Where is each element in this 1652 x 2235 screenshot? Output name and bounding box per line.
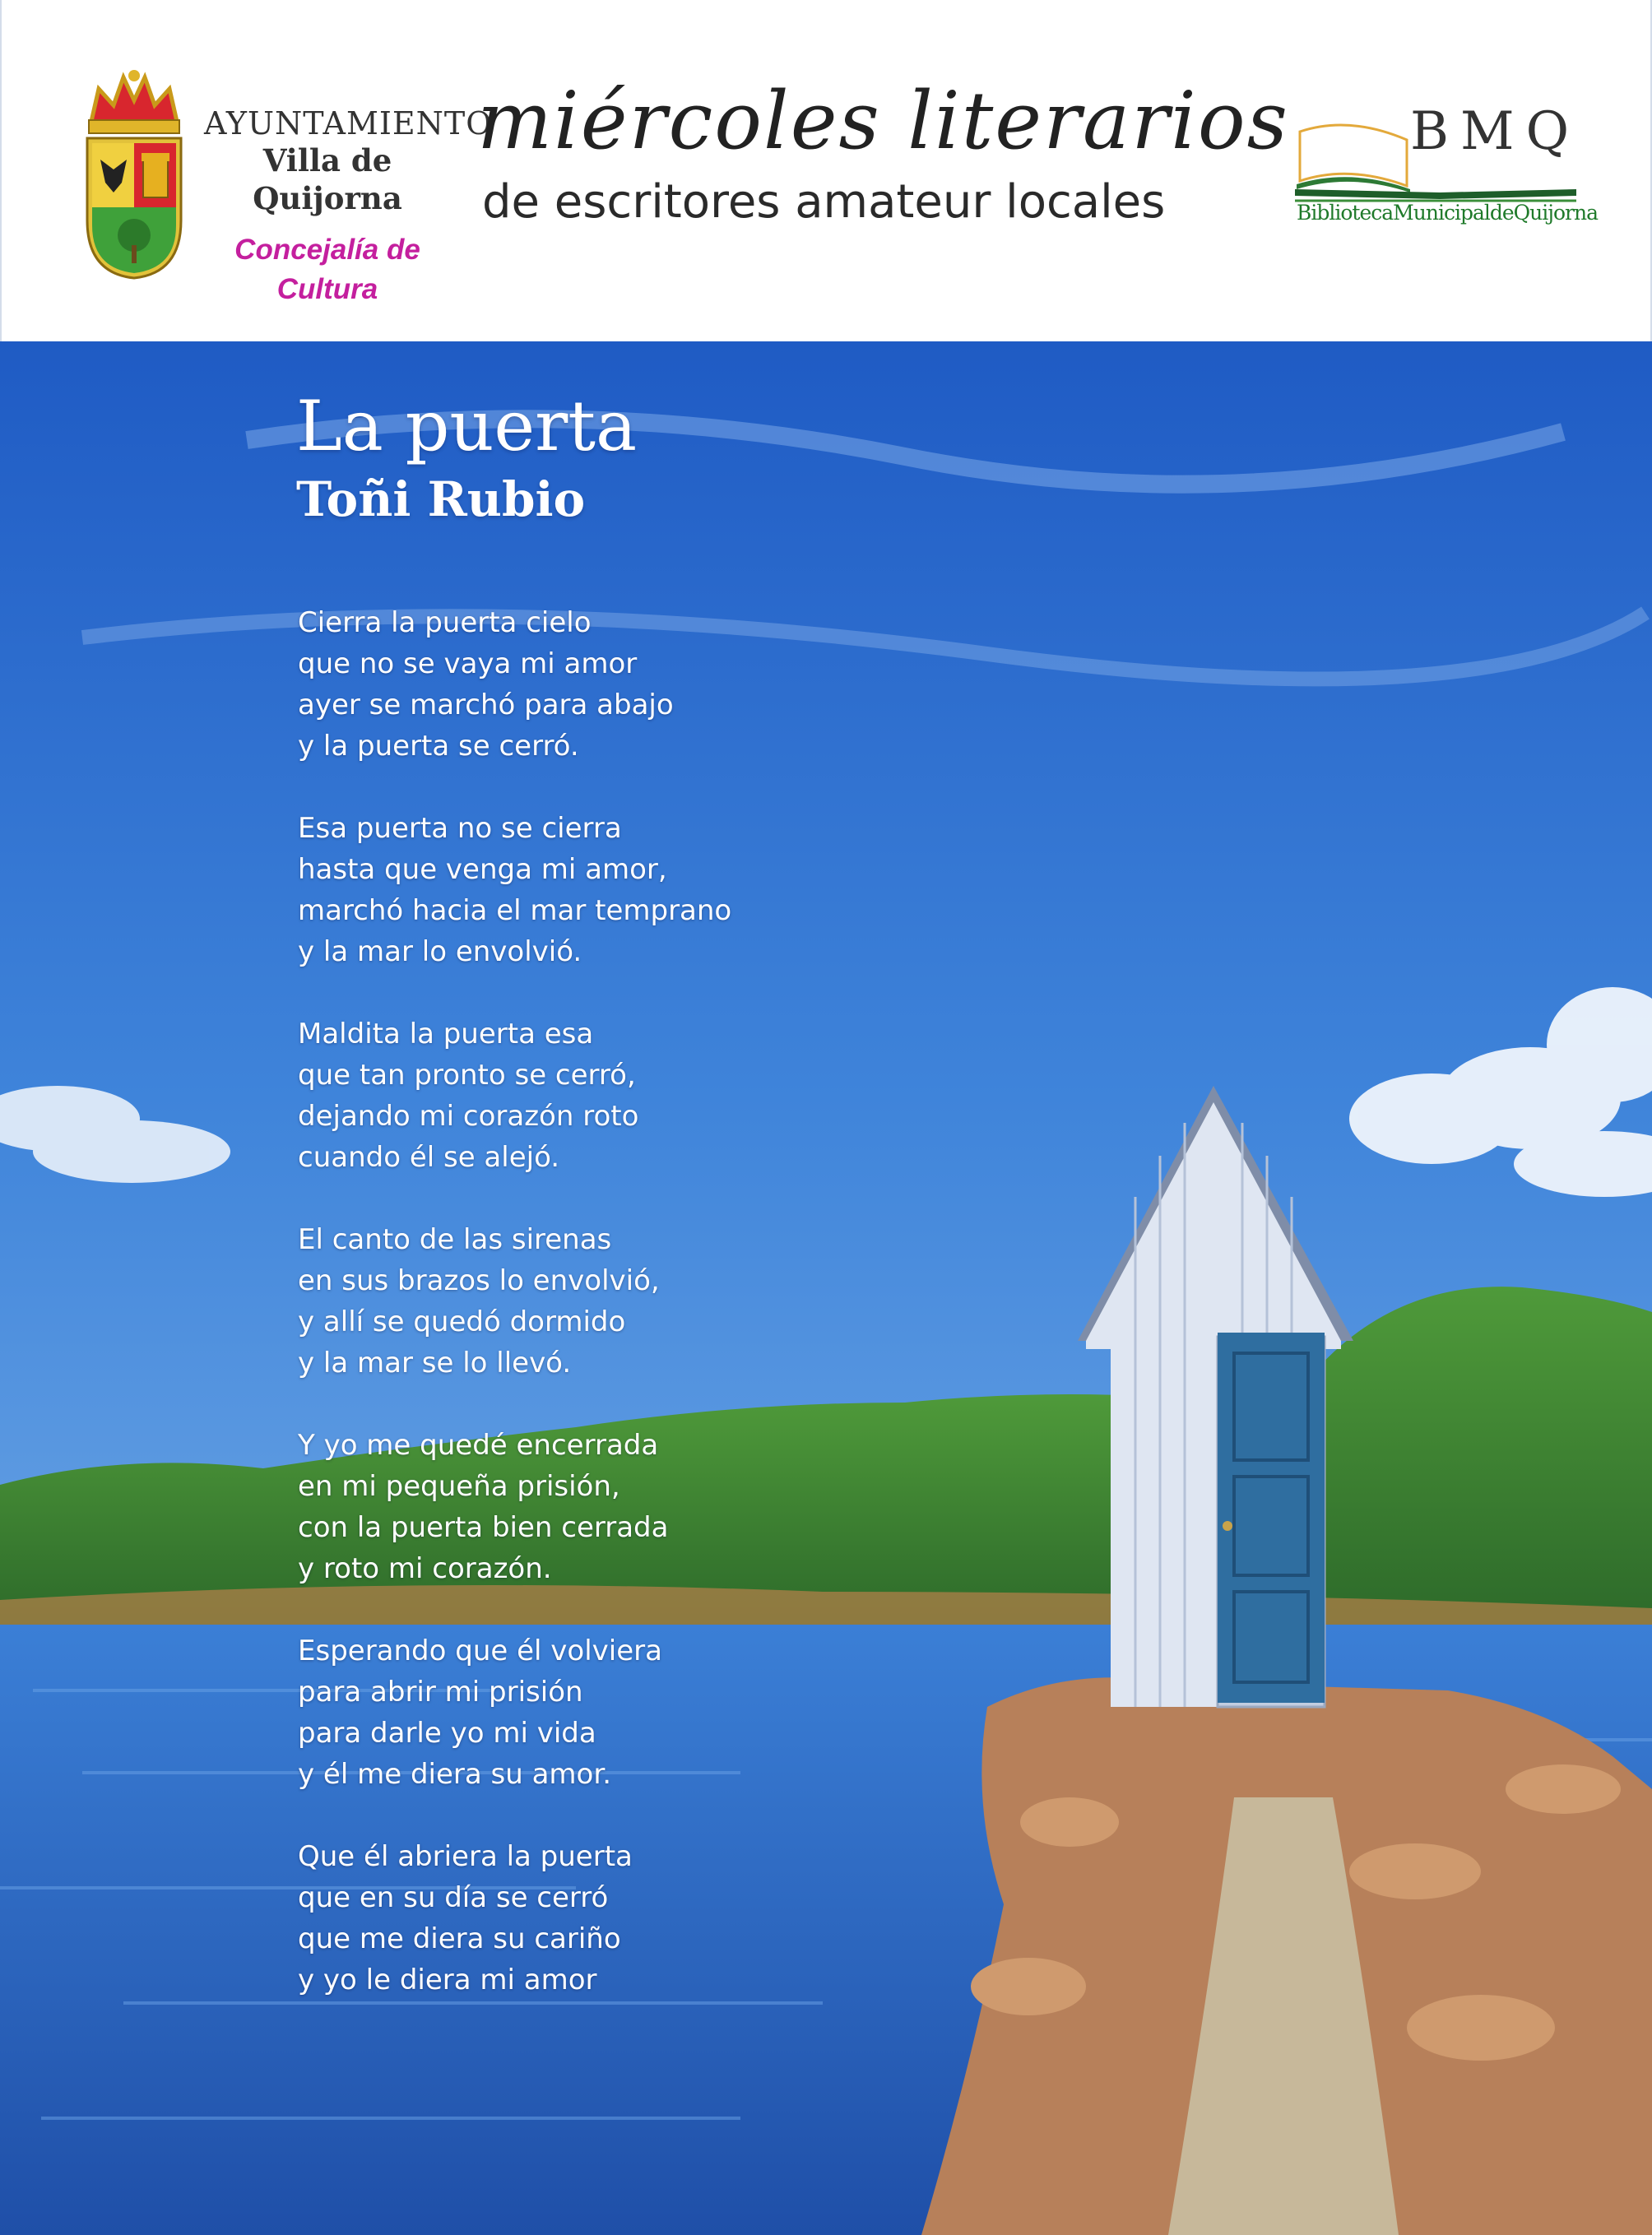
stanza xyxy=(298,1425,1038,1589)
poem-line: que tan pronto se cerró, xyxy=(298,1059,636,1092)
poem-line: y él me diera su amor. xyxy=(298,1758,612,1791)
poem-line: Maldita la puerta esa xyxy=(298,1018,594,1050)
header-banner xyxy=(0,0,1652,341)
department-line-2: Cultura xyxy=(276,273,378,305)
event-title: miércoles literarios xyxy=(477,75,1289,167)
poem-line: en sus brazos lo envolvió, xyxy=(298,1264,660,1297)
poem-line: con la puerta bien cerrada xyxy=(298,1511,669,1544)
poem-line: Cierra la puerta cielo xyxy=(298,606,592,639)
council-name: AYUNTAMIENTO xyxy=(204,105,493,141)
poem-line: en mi pequeña prisión, xyxy=(298,1470,620,1503)
poem-line: marchó hacia el mar temprano xyxy=(298,894,732,927)
stanza xyxy=(298,1013,1038,1178)
village-name: Villa de Quijorna xyxy=(253,142,402,216)
poem-line: Esperando que él volviera xyxy=(298,1635,662,1667)
poem-body xyxy=(298,602,1038,2042)
poem-line: que me diera su cariño xyxy=(298,1922,621,1955)
poem-line: y la puerta se cerró. xyxy=(298,730,579,763)
library-name: BibliotecaMunicipaldeQuijorna xyxy=(1297,201,1599,225)
poem-line: El canto de las sirenas xyxy=(298,1223,612,1256)
poem-author: Toñi Rubio xyxy=(296,471,586,527)
event-subtitle: de escritores amateur locales xyxy=(482,175,1166,229)
library-initials: BMQ xyxy=(1410,101,1581,162)
poem-line: Y yo me quedé encerrada xyxy=(298,1429,659,1462)
stanza xyxy=(298,1836,1038,2001)
poem-line: y la mar lo envolvió. xyxy=(298,935,582,968)
poem-line: para abrir mi prisión xyxy=(298,1676,583,1709)
poem-line: cuando él se alejó. xyxy=(298,1141,560,1174)
poem-line: y yo le diera mi amor xyxy=(298,1964,597,1996)
poem-line: y allí se quedó dormido xyxy=(298,1305,626,1338)
stanza xyxy=(298,602,1038,767)
department-line-1: Concejalía de xyxy=(234,234,420,266)
poem-line: dejando mi corazón roto xyxy=(298,1100,639,1133)
council-block xyxy=(204,105,493,309)
poem-line: ayer se marchó para abajo xyxy=(298,689,674,721)
poem-line: Esa puerta no se cierra xyxy=(298,812,622,845)
stanza xyxy=(298,1630,1038,1795)
poem-line: hasta que venga mi amor, xyxy=(298,853,667,886)
poem-line: para darle yo mi vida xyxy=(298,1717,596,1750)
poem-line: y la mar se lo llevó. xyxy=(298,1347,572,1379)
poem-title: La puerta xyxy=(296,386,638,466)
poem-line: que en su día se cerró xyxy=(298,1881,609,1914)
poem-line: Que él abriera la puerta xyxy=(298,1840,633,1873)
stanza xyxy=(298,1219,1038,1384)
coat-of-arms-icon xyxy=(81,67,188,280)
poem-line: que no se vaya mi amor xyxy=(298,647,638,680)
stanza xyxy=(298,808,1038,972)
poem-line: y roto mi corazón. xyxy=(298,1552,552,1585)
